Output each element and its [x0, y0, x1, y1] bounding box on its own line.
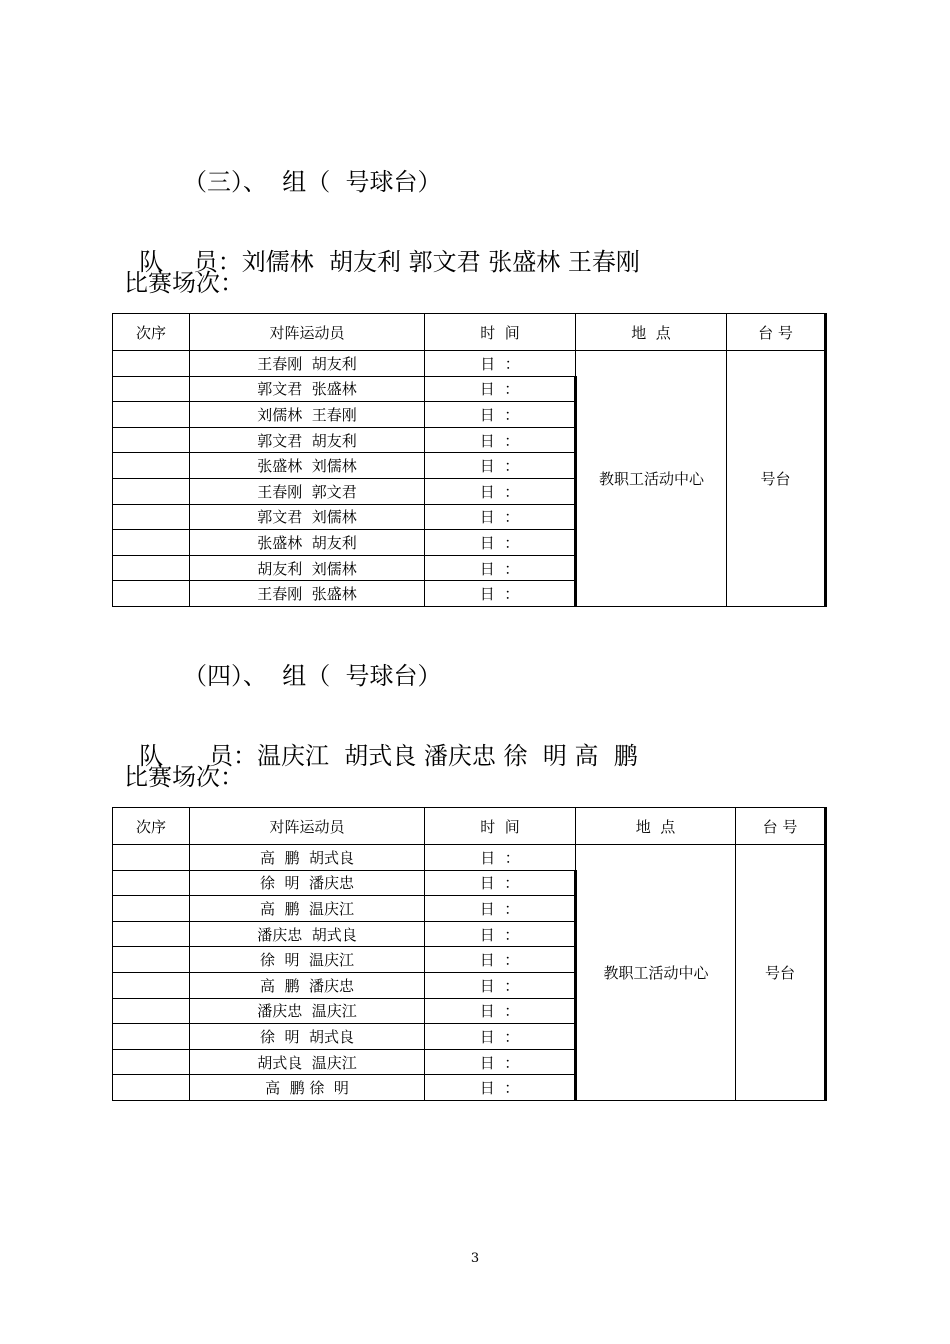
time-cell: 日 ：	[425, 1075, 576, 1101]
match-cell: 胡式良 温庆江	[190, 1049, 425, 1075]
time-cell: 日 ：	[425, 581, 576, 607]
header-location: 地 点	[576, 808, 736, 845]
seq-cell	[113, 581, 190, 607]
match-cell: 郭文君 刘儒林	[190, 504, 425, 530]
match-cell: 潘庆忠 温庆江	[190, 998, 425, 1024]
match-cell: 高 鹏 徐 明	[190, 1075, 425, 1101]
match-cell: 郭文君 张盛林	[190, 376, 425, 402]
time-cell: 日 ：	[425, 555, 576, 581]
group-3-members: 刘儒林 胡友利 郭文君 张盛林 王春刚	[241, 248, 640, 276]
header-table-no: 台 号	[727, 314, 826, 351]
location-cell: 教职工活动中心	[576, 351, 727, 607]
match-cell: 王春刚 胡友利	[190, 351, 425, 377]
match-cell: 张盛林 胡友利	[190, 530, 425, 556]
header-match: 对阵运动员	[190, 808, 425, 845]
table-row	[113, 351, 826, 377]
location-cell: 教职工活动中心	[576, 845, 736, 1101]
group-3-schedule-label: 比赛场次：	[124, 269, 244, 297]
seq-cell	[113, 1075, 190, 1101]
match-cell: 高 鹏 温庆江	[190, 896, 425, 922]
header-seq: 次序	[113, 808, 190, 845]
match-cell: 王春刚 张盛林	[190, 581, 425, 607]
header-time: 时 间	[425, 808, 576, 845]
seq-cell	[113, 376, 190, 402]
match-cell: 高 鹏 潘庆忠	[190, 972, 425, 998]
time-cell: 日 ：	[425, 921, 576, 947]
table-header-row	[113, 314, 826, 351]
header-time: 时 间	[425, 314, 576, 351]
seq-cell	[113, 427, 190, 453]
header-match: 对阵运动员	[190, 314, 425, 351]
group-3-team-label: 队 员	[139, 248, 218, 276]
header-table-no: 台 号	[736, 808, 826, 845]
table-no-cell: 号台	[727, 351, 826, 607]
page-number: 3	[470, 1251, 480, 1266]
seq-cell	[113, 1049, 190, 1075]
match-cell: 徐 明 温庆江	[190, 947, 425, 973]
seq-cell	[113, 453, 190, 479]
match-cell: 王春刚 郭文君	[190, 478, 425, 504]
time-cell: 日 ：	[425, 478, 576, 504]
seq-cell	[113, 870, 190, 896]
seq-cell	[113, 504, 190, 530]
time-cell: 日 ：	[425, 1024, 576, 1050]
time-cell: 日 ：	[425, 896, 576, 922]
seq-cell	[113, 845, 190, 871]
time-cell: 日 ：	[425, 427, 576, 453]
time-cell: 日 ：	[425, 870, 576, 896]
match-cell: 高 鹏 胡式良	[190, 845, 425, 871]
time-cell: 日 ：	[425, 972, 576, 998]
time-cell: 日 ：	[425, 845, 576, 871]
match-cell: 刘儒林 王春刚	[190, 402, 425, 428]
seq-cell	[113, 351, 190, 377]
time-cell: 日 ：	[425, 351, 576, 377]
table-row	[113, 845, 826, 871]
time-cell: 日 ：	[425, 504, 576, 530]
header-location: 地 点	[576, 314, 727, 351]
seq-cell	[113, 947, 190, 973]
time-cell: 日 ：	[425, 998, 576, 1024]
seq-cell	[113, 896, 190, 922]
table-no-cell: 号台	[736, 845, 826, 1101]
group-4-schedule-label: 比赛场次：	[124, 763, 244, 791]
table-header-row	[113, 808, 826, 845]
seq-cell	[113, 555, 190, 581]
seq-cell	[113, 998, 190, 1024]
group-3-team-colon: ：	[217, 248, 242, 276]
time-cell: 日 ：	[425, 530, 576, 556]
seq-cell	[113, 921, 190, 947]
seq-cell	[113, 1024, 190, 1050]
time-cell: 日 ：	[425, 453, 576, 479]
match-cell: 徐 明 潘庆忠	[190, 870, 425, 896]
match-cell: 胡友利 刘儒林	[190, 555, 425, 581]
match-cell: 徐 明 胡式良	[190, 1024, 425, 1050]
seq-cell	[113, 972, 190, 998]
time-cell: 日 ：	[425, 402, 576, 428]
group-4-members: 温庆江 胡式良 潘庆忠 徐 明 高 鹏	[257, 742, 638, 770]
group-4-team-label: 队 员	[139, 742, 234, 770]
time-cell: 日 ：	[425, 376, 576, 402]
time-cell: 日 ：	[425, 947, 576, 973]
match-cell: 郭文君 胡友利	[190, 427, 425, 453]
match-cell: 张盛林 刘儒林	[190, 453, 425, 479]
seq-cell	[113, 402, 190, 428]
group-4-team-colon: ：	[233, 742, 258, 770]
time-cell: 日 ：	[425, 1049, 576, 1075]
group-4-schedule-table	[112, 807, 827, 1101]
group-4-heading: （四）、 组（ 号球台）	[183, 662, 442, 690]
header-seq: 次序	[113, 314, 190, 351]
seq-cell	[113, 530, 190, 556]
group-3-schedule-table	[112, 313, 827, 607]
match-cell: 潘庆忠 胡式良	[190, 921, 425, 947]
group-3-heading: （三）、 组（ 号球台）	[183, 168, 442, 196]
seq-cell	[113, 478, 190, 504]
